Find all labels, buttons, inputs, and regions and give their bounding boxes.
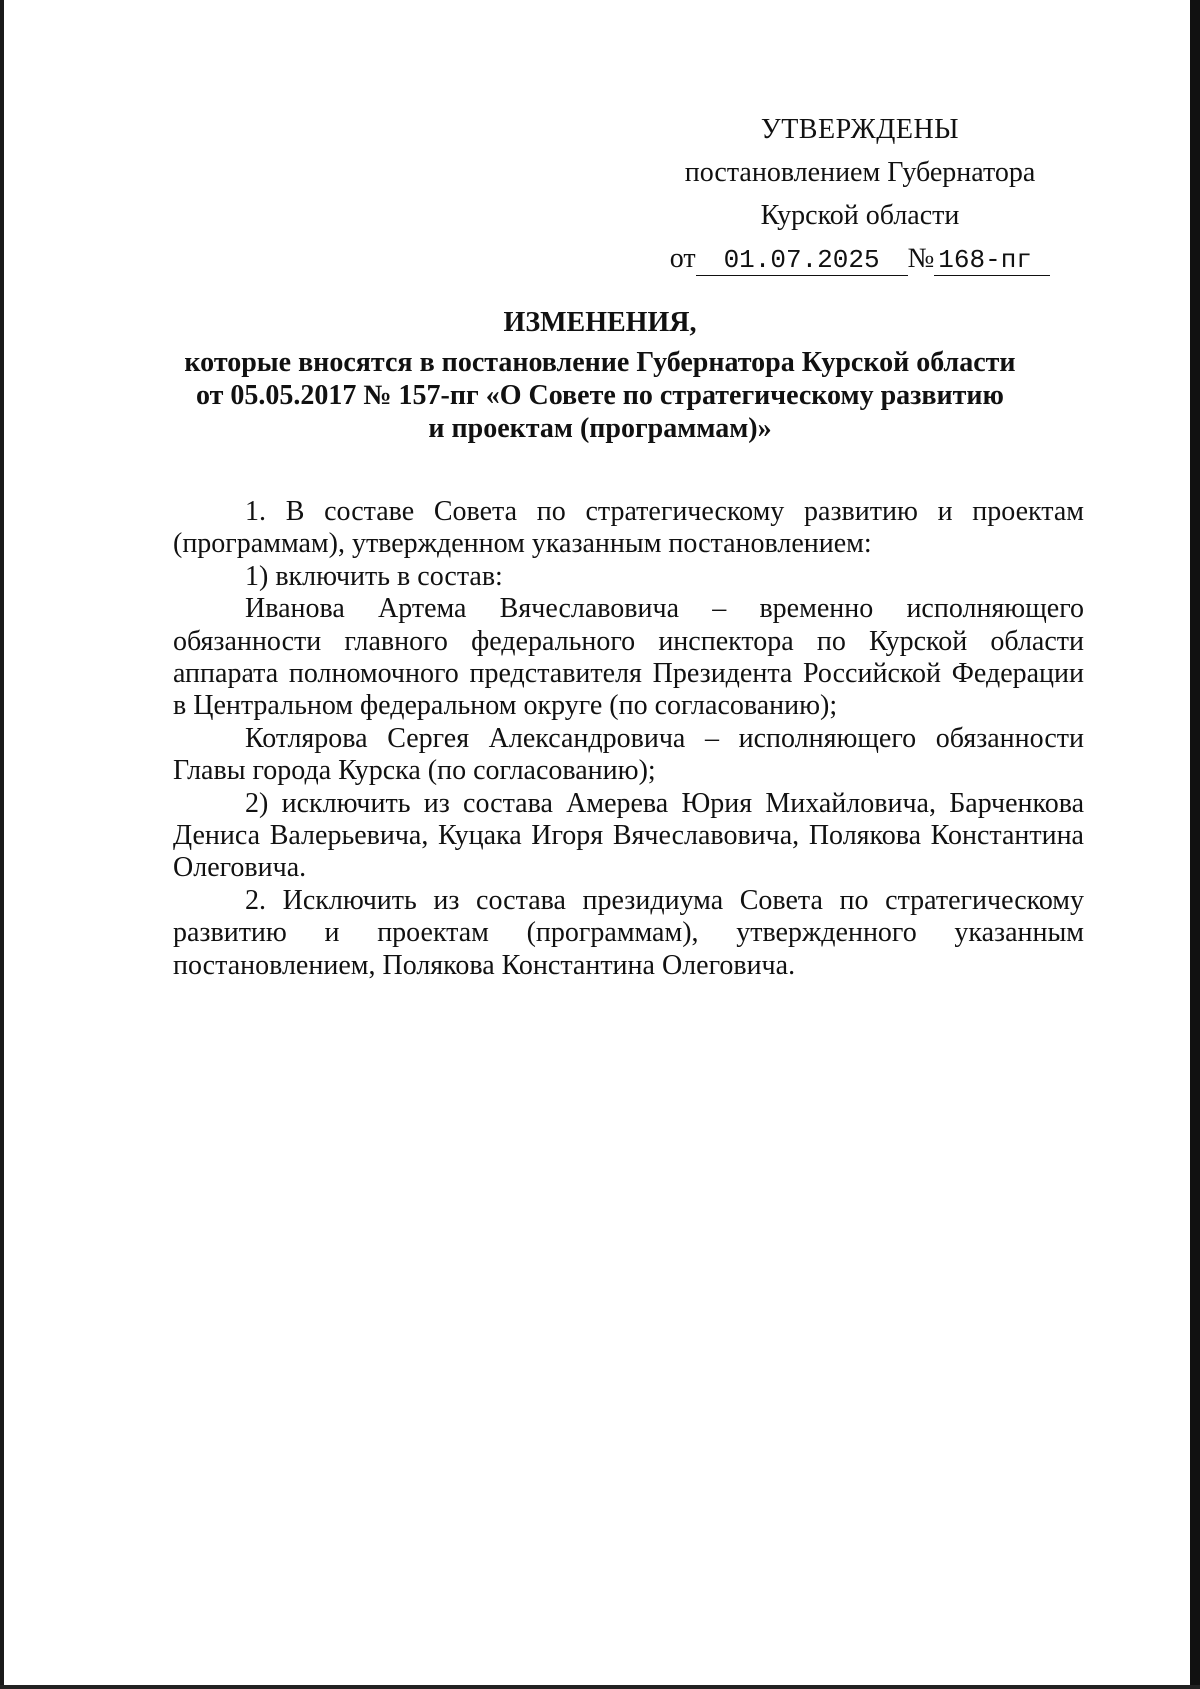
paragraph-1-2: 2) исключить из состава Амерева Юрия Михайловича, Барченкова Дениса Валерьевича, Куцака Игоря Вячеславовича, Полякова Константина Олеговича. xyxy=(173,787,1084,884)
paragraph-ivanov: Иванова Артема Вячеславовича – временно исполняющего обязанности главного федерального инспектора по Курской области аппарата полномочного представителя Президента Российской Федерации в Центральном федеральном округе (по согласованию); xyxy=(173,593,1084,722)
scan-bottom-edge xyxy=(0,1685,1200,1689)
heading-line-2: от 05.05.2017 № 157-пг «О Совете по стратегическому развитию xyxy=(196,380,1004,411)
scan-left-edge xyxy=(0,0,4,1689)
approval-stamp-block xyxy=(660,108,1060,280)
paragraph-2: 2. Исключить из состава президиума Совета по стратегическому развитию и проектам (программам), утвержденного указанным постановлением, Полякова Константина Олеговича. xyxy=(173,884,1084,981)
document-title: ИЗМЕНЕНИЯ, xyxy=(503,307,697,338)
scan-right-edge xyxy=(1190,0,1200,1689)
number-prefix: № xyxy=(907,243,935,274)
approval-line-region: Курской области xyxy=(760,200,960,231)
document-body xyxy=(173,496,1084,982)
paragraph-1-1: 1) включить в состав: xyxy=(245,560,503,592)
approval-date-line xyxy=(660,237,1060,280)
approval-number: 168-пг xyxy=(934,245,1050,276)
heading-line-1: которые вносятся в постановление Губернатора Курской области xyxy=(184,347,1016,378)
approval-line-governor: постановлением Губернатора xyxy=(684,157,1036,188)
date-prefix: от xyxy=(669,243,696,274)
approval-title: УТВЕРЖДЕНЫ xyxy=(760,114,960,145)
paragraph-1: 1. В составе Совета по стратегическому развитию и проектам (программам), утвержденном указанным постановлением: xyxy=(173,496,1084,560)
document-heading xyxy=(150,306,1050,445)
approval-date: 01.07.2025 xyxy=(696,245,908,276)
heading-line-3: и проектам (программам)» xyxy=(428,413,772,444)
paragraph-kotlyarov: Котлярова Сергея Александровича – исполняющего обязанности Главы города Курска (по согласованию); xyxy=(173,722,1084,787)
